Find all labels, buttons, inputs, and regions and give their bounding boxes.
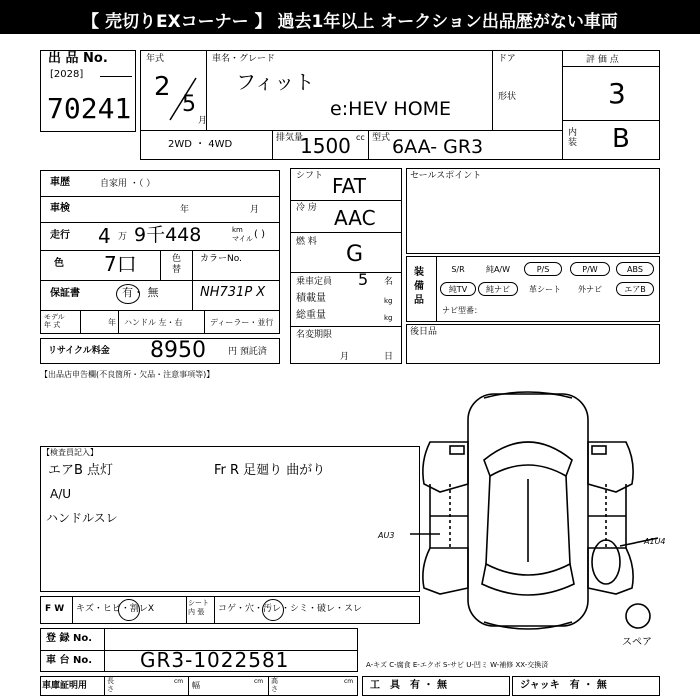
handle-label: ハンドル 左・右 <box>124 318 183 327</box>
equip-ext-navi: 外ナビ <box>578 285 602 294</box>
history-label: 車歴 <box>50 177 70 188</box>
model-year-unit: 年 <box>108 318 116 327</box>
cert-height-cm: cm <box>344 678 354 685</box>
recycle-value: 8950 <box>150 338 206 363</box>
cert-length: 長 さ <box>107 677 114 693</box>
right-mirror <box>592 446 606 454</box>
mileage-paren: ( ) <box>254 229 265 240</box>
cert-label: 車庫証明用 <box>42 681 88 691</box>
inspector-note-3: ハンドルスレ <box>46 511 118 525</box>
score-value: 3 <box>608 77 626 110</box>
sales-point-label: セールスポイント <box>410 171 482 181</box>
dealer-label: ディーラー・並行 <box>210 318 274 327</box>
month-value: 5 <box>182 92 196 117</box>
rename-unit: 月 <box>340 352 350 362</box>
inspector-label: 【検査員記入】 <box>42 448 98 457</box>
name-label: 車名・グレード <box>212 54 276 64</box>
left-mirror <box>450 446 464 454</box>
seat-value: コゲ・穴・汚レ・シミ・破レ・スレ <box>218 604 363 614</box>
interior-value: B <box>612 124 630 154</box>
lot-number: 70241 <box>47 92 132 125</box>
spare-tire-icon <box>626 604 650 628</box>
cert-length-cm: cm <box>174 678 184 685</box>
equip-tv: 純TV <box>440 282 476 296</box>
cert-height: 高 さ <box>271 677 278 693</box>
equip-aw: 純A/W <box>485 265 511 274</box>
displacement-value: 1500 <box>300 134 351 158</box>
month-unit: 月 <box>198 116 208 126</box>
tool-label: 工 具 有 ・ 無 <box>370 680 447 691</box>
capacity-label: 乗車定員 <box>296 277 333 287</box>
gross-unit: kg <box>384 314 393 322</box>
diagram-right-mark: A1U4 <box>644 537 666 546</box>
after-items-box <box>406 324 660 364</box>
spare-label: スペア <box>622 637 652 648</box>
inspection-year: 年 <box>180 205 190 215</box>
equipment-label: 装 備 品 <box>414 267 424 306</box>
fw-circle <box>118 599 140 621</box>
rear-window <box>482 564 574 595</box>
rename-day: 日 <box>384 352 394 362</box>
shift-label: シフト <box>296 171 324 181</box>
jack-label: ジャッキ 有 ・ 無 <box>520 680 607 691</box>
chassis-value: GR3-1022581 <box>140 648 290 672</box>
door-label: ドア <box>498 54 516 64</box>
year-value: 2 <box>154 72 171 102</box>
equip-airbag: エアB <box>616 282 654 296</box>
fuel-value: G <box>346 242 364 267</box>
front-windshield <box>484 442 572 476</box>
chassis-label: 車 台 No. <box>46 655 93 666</box>
recycle-unit: 円 預託済 <box>228 347 267 357</box>
inspection-month: 月 <box>250 205 260 215</box>
fw-value: キズ・ヒビ・割レX <box>76 604 154 614</box>
roof-right <box>566 476 570 564</box>
gross-label: 総重量 <box>296 310 326 321</box>
damage-legend: A-キズ C-腐食 E-エクボ S-サビ U-凹ミ W-補修 XX-交換済 <box>366 661 549 669</box>
interior-label: 内 装 <box>568 128 578 148</box>
score-label: 評 価 点 <box>586 55 619 65</box>
banner-title: 【 売切りEXコーナー 】 過去1年以上 オークション出品歴がない車両 <box>82 12 618 32</box>
cert-width-cm: cm <box>254 678 264 685</box>
ac-value: AAC <box>334 206 376 230</box>
lot-badge: [2028] <box>50 69 84 80</box>
inspector-note-1: エアB 点灯 <box>48 463 114 478</box>
equip-abs: ABS <box>616 262 654 276</box>
diagram-left-mark: AU3 <box>378 531 395 540</box>
displacement-unit: cc <box>356 133 365 142</box>
color-value: 7口 <box>104 252 137 276</box>
model-value: 6AA- GR3 <box>392 136 484 158</box>
model-year-label: モデル 年 式 <box>44 313 65 329</box>
mileage-man-unit: 万 <box>118 232 128 242</box>
inspection-label: 車検 <box>50 203 70 214</box>
displacement-label: 排気量 <box>276 133 304 143</box>
cert-width: 幅 <box>192 681 200 690</box>
shape-label: 形状 <box>498 92 517 102</box>
year-label: 年式 <box>146 54 165 64</box>
equip-ps: P/S <box>524 262 562 276</box>
fw-label: F W <box>45 604 65 614</box>
color-change-label: 色 替 <box>172 254 182 275</box>
mileage-man: 4 <box>98 224 111 248</box>
capacity-unit: 名 <box>384 277 394 287</box>
shift-value: FAT <box>332 174 367 198</box>
model-label: 型式 <box>372 133 391 143</box>
ac-label: 冷 房 <box>296 203 317 213</box>
warranty-circle <box>116 284 140 304</box>
warranty-value: 有・ 無 <box>122 286 159 299</box>
warranty-label: 保証書 <box>50 288 80 299</box>
equip-pw: P/W <box>570 262 610 276</box>
name-value: フィット <box>236 70 315 94</box>
seller-notes-label: 【出品店申告欄(不良箇所・欠品・注意事項等)】 <box>40 370 215 379</box>
lot-label: 出 品 No. <box>48 51 108 66</box>
recycle-label: リサイクル料金 <box>48 346 110 356</box>
color-no-value: NH731P X <box>200 285 266 300</box>
right-rear-fender <box>588 548 633 594</box>
color-label: 色 <box>54 258 64 269</box>
history-value: 自家用 ・（ ） <box>100 179 156 189</box>
inspector-note-4: Fr R 足廻り 曲がり <box>214 463 326 478</box>
inspector-note-2: A/U <box>50 487 72 501</box>
color-no-label: カラーNo. <box>200 254 242 264</box>
equip-navi: 純ナビ <box>478 282 518 296</box>
left-rear-fender <box>423 548 468 594</box>
navi-model-label: ナビ型番： <box>442 306 482 315</box>
capacity-value: 5 <box>358 270 369 289</box>
seat-circle <box>262 599 284 621</box>
grade-value: e:HEV HOME <box>330 98 452 120</box>
after-items-label: 後日品 <box>410 327 438 337</box>
mileage-unit: km マイル <box>232 226 253 243</box>
equip-leather: 革シート <box>529 285 561 294</box>
load-unit: kg <box>384 297 393 305</box>
drive-label: 2WD ・ 4WD <box>168 139 233 150</box>
front-bumper <box>484 392 572 398</box>
roof-left <box>486 476 490 564</box>
rename-label: 名変期限 <box>296 330 333 340</box>
equip-sr: S/R <box>451 265 465 274</box>
reg-label: 登 録 No. <box>46 633 93 644</box>
car-diagram <box>410 384 670 646</box>
load-label: 積載量 <box>296 293 326 304</box>
seat-label: シート 内 張 <box>188 599 209 616</box>
mileage-rest: 9千448 <box>134 224 202 246</box>
mileage-label: 走行 <box>50 230 70 241</box>
fuel-label: 燃 料 <box>296 237 317 247</box>
year-slash <box>166 76 200 122</box>
